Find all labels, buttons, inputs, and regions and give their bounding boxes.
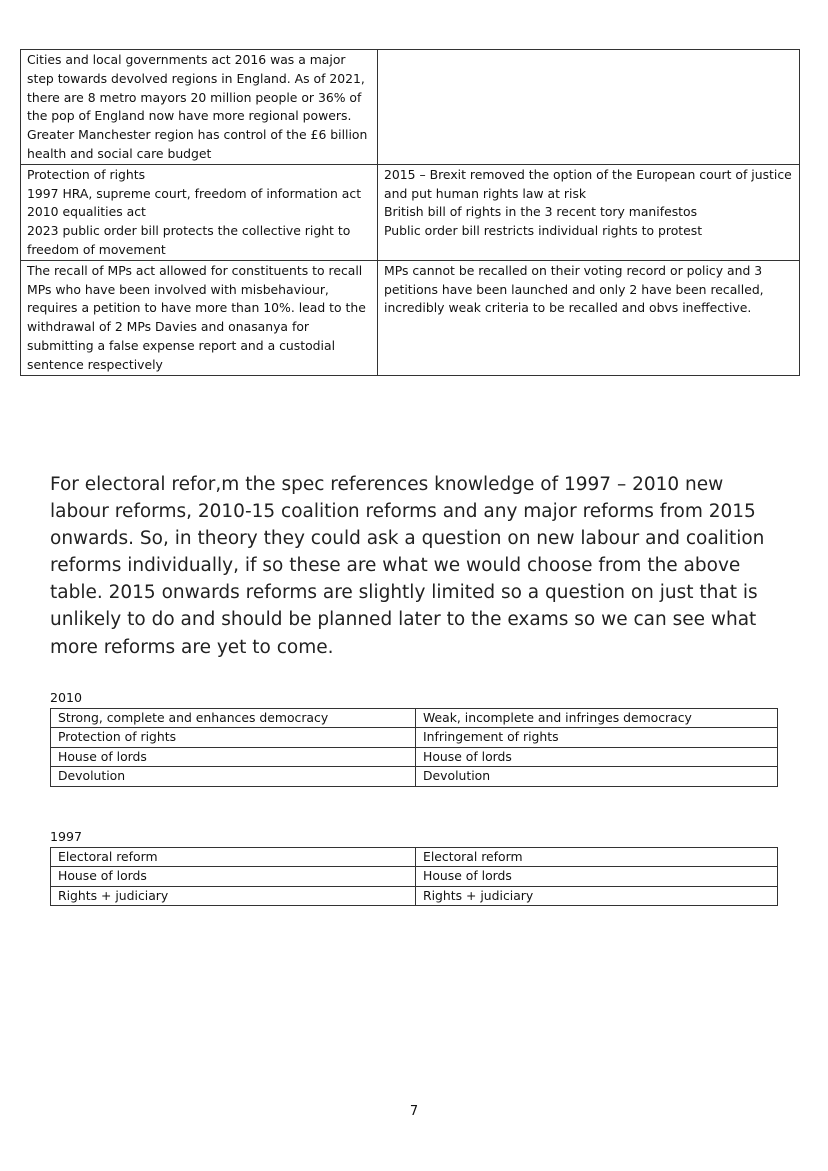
section-label-1997: 1997 xyxy=(50,829,83,844)
table-cell-right xyxy=(378,260,800,375)
table-cell-left xyxy=(21,260,378,375)
table-cell: Devolution xyxy=(51,767,416,786)
table-row xyxy=(51,848,778,867)
cell-text: Public order bill restricts individual rights to protest xyxy=(384,223,703,239)
table-cell: House of lords xyxy=(51,867,416,886)
section-label-2010: 2010 xyxy=(50,690,83,705)
table-cell: House of lords xyxy=(416,867,778,886)
cell-text: 2023 public order bill protects the collective right to freedom of movement xyxy=(27,223,351,257)
cell-text: MPs cannot be recalled on their voting record or policy and 3 petitions have been launched and only 2 have been recalled, incredibly weak criteria to be recalled and obvs ineffective. xyxy=(384,262,764,316)
cell-text: 2015 – Brexit removed the option of the European court of justice and put human rights law at risk xyxy=(384,166,792,201)
cell-text: 1997 HRA, supreme court, freedom of information act xyxy=(27,185,362,201)
table-cell: Strong, complete and enhances democracy xyxy=(51,709,416,728)
table-row xyxy=(51,709,778,728)
table-row xyxy=(51,767,778,786)
table-row xyxy=(51,747,778,766)
table-cell-right xyxy=(378,164,800,260)
cell-text: 2010 equalities act xyxy=(27,204,146,220)
table-row xyxy=(21,164,800,260)
page-number: 7 xyxy=(409,1104,419,1119)
reforms-evaluation-table xyxy=(20,49,800,376)
table-cell: Protection of rights xyxy=(51,728,416,747)
table-2010 xyxy=(50,708,778,787)
body-paragraph: For electoral refor,m the spec references knowledge of 1997 – 2010 new labour reforms, 2010-15 coalition reforms and any major reforms from 2015 onwards. So, in theory they could ask a question on new labour and coalition reforms individually, if so these are what we would choose from the above table. 2015 onwards reforms are slightly limited so a question on just that is unlikely to do and should be planned later to the exams so we can see what more reforms are yet to come. xyxy=(50,474,765,658)
table-cell: Devolution xyxy=(416,767,778,786)
table-row xyxy=(51,867,778,886)
table-cell: House of lords xyxy=(51,747,416,766)
cell-text: Protection of rights xyxy=(27,166,146,182)
table-cell-left xyxy=(21,50,378,165)
table-row xyxy=(21,50,800,165)
table-cell: House of lords xyxy=(416,747,778,766)
table-row xyxy=(51,886,778,905)
table-row xyxy=(21,260,800,375)
table-cell: Rights + judiciary xyxy=(51,886,416,905)
cell-text: The recall of MPs act allowed for constituents to recall MPs who have been involved with misbehaviour, requires a petition to have more than 10%. lead to the withdrawal of 2 MPs Davies and onasanya for submitting a false expense report and a custodial sentence respectively xyxy=(27,262,366,372)
table-cell: Electoral reform xyxy=(416,848,778,867)
cell-text: Cities and local governments act 2016 was a major step towards devolved regions in England. As of 2021, there are 8 metro mayors 20 million people or 36% of the pop of England now have more regional powers. Greater Manchester region has control of the £6 billion health and social care budget xyxy=(27,52,368,161)
table-cell-right xyxy=(378,50,800,165)
table-cell-left xyxy=(21,164,378,260)
table-cell: Infringement of rights xyxy=(416,728,778,747)
table-cell: Weak, incomplete and infringes democracy xyxy=(416,709,778,728)
cell-text: British bill of rights in the 3 recent tory manifestos xyxy=(384,204,698,220)
table-cell: Rights + judiciary xyxy=(416,886,778,905)
table-row xyxy=(51,728,778,747)
table-1997 xyxy=(50,847,778,906)
table-cell: Electoral reform xyxy=(51,848,416,867)
